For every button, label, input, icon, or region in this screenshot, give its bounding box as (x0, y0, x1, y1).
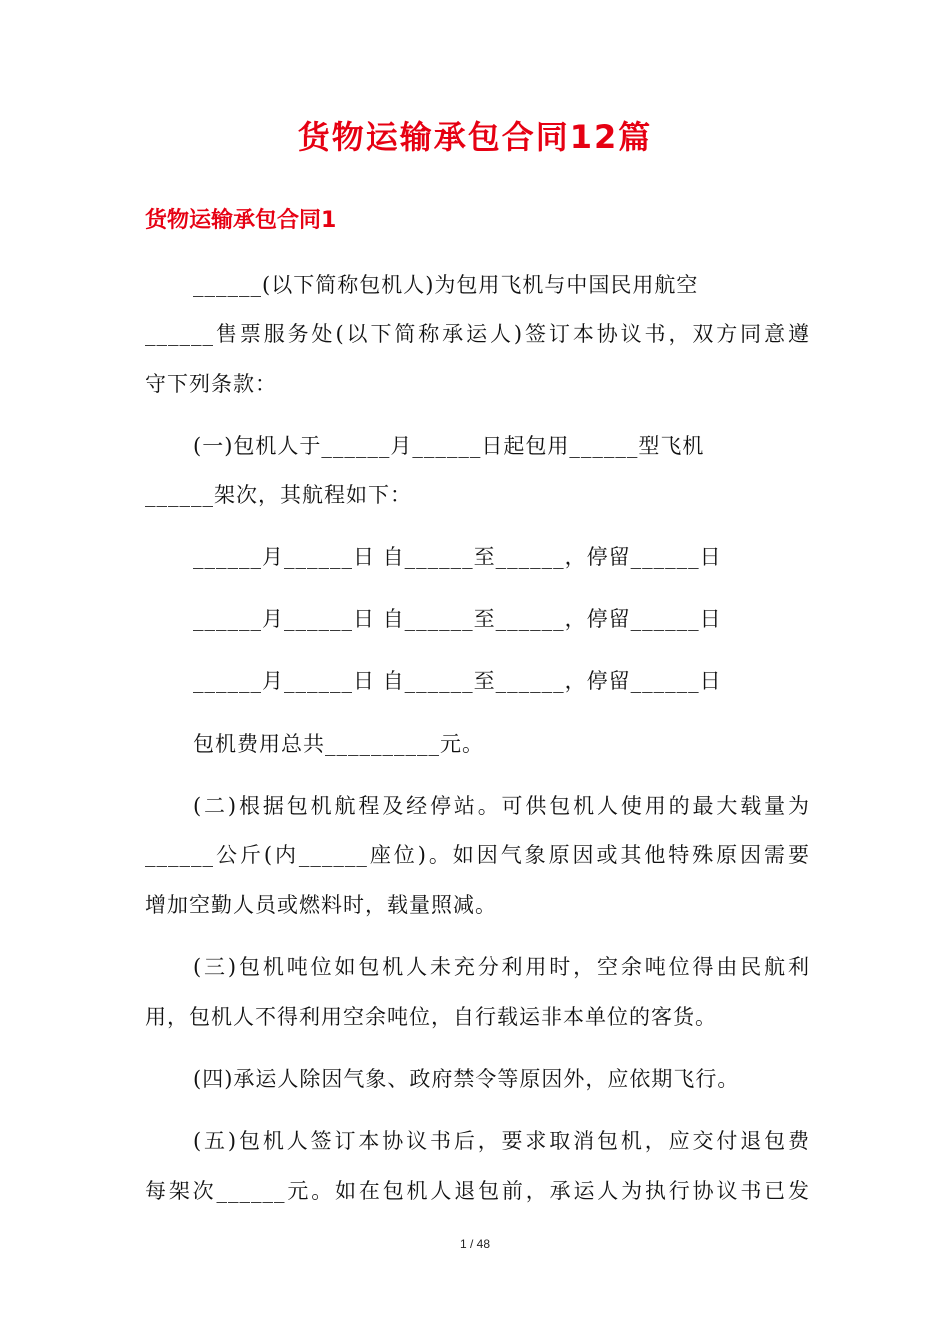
section-heading: 货物运输承包合同1 (145, 208, 337, 233)
itinerary-line: ______月______日 自______至______，停留______日 (193, 669, 722, 693)
paragraph-line: (二)根据包机航程及经停站。可供包机人使用的最大载量为 (193, 794, 810, 818)
page-indicator: 1 / 48 (459, 1237, 491, 1251)
document-title: 货物运输承包合同12篇 (297, 118, 653, 156)
itinerary-line: ______月______日 自______至______，停留______日 (193, 607, 722, 631)
paragraph-line: ______公斤(内______座位)。如因气象原因或其他特殊原因需要 (145, 843, 810, 867)
paragraph-line: (五)包机人签订本协议书后，要求取消包机，应交付退包费 (193, 1129, 810, 1153)
paragraph-line: (四)承运人除因气象、政府禁令等原因外，应依期飞行。 (193, 1067, 740, 1091)
itinerary-line: ______月______日 自______至______，停留______日 (193, 545, 722, 569)
paragraph-line: 每架次______元。如在包机人退包前，承运人为执行协议书已发 (145, 1179, 810, 1203)
paragraph-line: (一)包机人于______月______日起包用______型飞机 (193, 434, 705, 458)
paragraph-line: 用，包机人不得利用空余吨位，自行载运非本单位的客货。 (145, 1005, 717, 1029)
paragraph-line: 包机费用总共__________元。 (193, 732, 484, 756)
paragraph-line: ______架次，其航程如下： (145, 483, 412, 507)
paragraph-line: 增加空勤人员或燃料时，载量照减。 (145, 893, 497, 917)
paragraph-line: (三)包机吨位如包机人未充分利用时，空余吨位得由民航利 (193, 955, 810, 979)
paragraph-line: 守下列条款： (145, 372, 277, 396)
paragraph-line: ______(以下简称包机人)为包用飞机与中国民用航空 (193, 273, 699, 297)
paragraph-line: ______售票服务处(以下简称承运人)签订本协议书，双方同意遵 (145, 322, 810, 346)
